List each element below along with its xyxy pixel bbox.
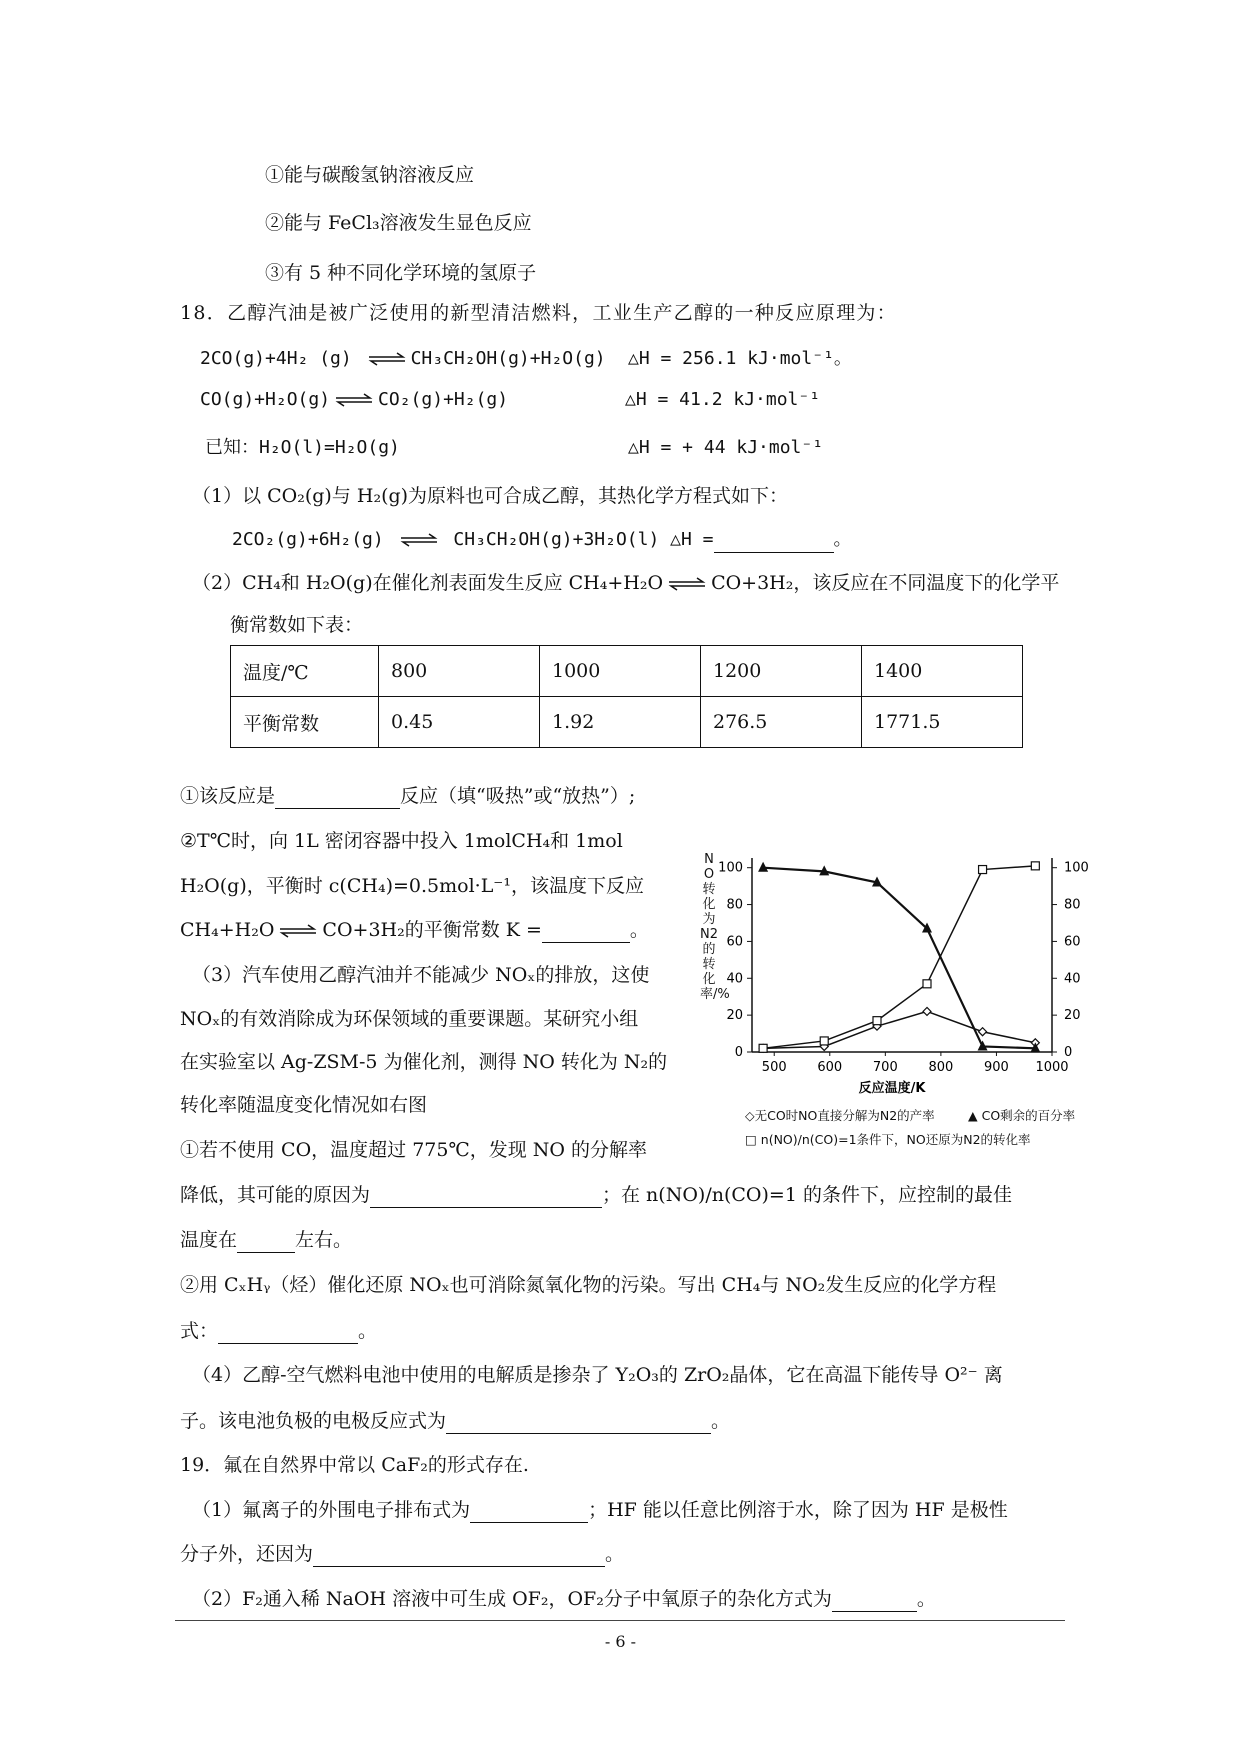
data-point-square — [820, 1037, 828, 1045]
table-cell: 1200 — [701, 646, 862, 697]
q18-4-l2b: 。 — [711, 1410, 731, 1432]
answer-blank[interactable] — [218, 1323, 358, 1344]
y-tick-label-right: 0 — [1064, 1045, 1073, 1060]
answer-blank[interactable] — [370, 1187, 602, 1208]
data-point-diamond — [979, 1028, 987, 1036]
y-tick-label: 60 — [726, 934, 743, 950]
y-tick-label: 80 — [726, 897, 743, 913]
y-tick-label: 0 — [734, 1045, 743, 1060]
table-row — [231, 697, 1023, 748]
q18-2b: CO+3H₂，该反应在不同温度下的化学平 — [711, 572, 1060, 594]
y-tick-label-right: 80 — [1064, 897, 1081, 913]
sub2-l3 — [180, 917, 649, 943]
table-cell: 276.5 — [701, 697, 862, 748]
data-point-square — [923, 980, 931, 988]
q18-3-s1-l3a: 温度在 — [180, 1229, 238, 1251]
x-tick-label: 500 — [761, 1060, 787, 1075]
x-tick-label: 700 — [872, 1060, 898, 1075]
table-cell: 0.45 — [379, 697, 540, 748]
item-1: ①能与碳酸氢钠溶液反应 — [265, 164, 475, 186]
answer-blank[interactable] — [542, 922, 630, 943]
q18-2c: 衡常数如下表： — [230, 614, 364, 636]
q18-1: （1）以 CO₂(g)与 H₂(g)为原料也可合成乙醇，其热化学方程式如下： — [192, 485, 789, 507]
q18-2 — [192, 570, 1059, 596]
q19-1-l2a: 分子外，还因为 — [180, 1543, 314, 1565]
data-point-triangle — [978, 1040, 988, 1050]
eq2-dh: △H = 41.2 kJ·mol⁻¹ — [625, 389, 821, 410]
q18-3-s2-l2b: 。 — [358, 1320, 378, 1342]
eq1-dh: △H = 256.1 kJ·mol⁻¹。 — [628, 348, 852, 369]
q18-intro: 18．乙醇汽油是被广泛使用的新型清洁燃料，工业生产乙醇的一种反应原理为： — [180, 302, 897, 324]
sub2-l3a: CH₄+H₂O — [180, 919, 275, 941]
q19-2a: （2）F₂通入稀 NaOH 溶液中可生成 OF₂，OF₂分子中氧原子的杂化方式为 — [192, 1588, 832, 1610]
answer-blank[interactable] — [832, 1591, 917, 1612]
eq2-left: CO(g)+H₂O(g) — [200, 389, 331, 410]
q19-1-l2b: 。 — [605, 1543, 625, 1565]
eq2 — [200, 387, 508, 413]
q18-3-s2-l1: ②用 CₓHᵧ（烃）催化还原 NOₓ也可消除氮氧化物的污染。写出 CH₄与 NO₂发生反应的化学方程 — [180, 1274, 997, 1296]
q18-4-l2 — [180, 1408, 730, 1434]
y-tick-label: 40 — [726, 971, 743, 987]
chart-y-label: NO转化为N2的转化率/% — [700, 852, 730, 1002]
equilibrium-constant-table — [230, 645, 1023, 748]
sub2-l3b: CO+3H₂的平衡常数 K = — [322, 919, 542, 941]
sub2-l3c: 。 — [629, 919, 649, 941]
answer-blank[interactable] — [237, 1232, 295, 1253]
table-cell: 平衡常数 — [231, 697, 379, 748]
eq1 — [200, 346, 606, 372]
sub1b: 反应（填“吸热”或“放热”）; — [400, 785, 636, 807]
table-cell: 温度/℃ — [231, 646, 379, 697]
q18-3-s1-l2a: 降低，其可能的原因为 — [180, 1184, 371, 1206]
footer-rule — [175, 1620, 1065, 1621]
eq1-left: 2CO(g)+4H₂ (g) — [200, 348, 352, 369]
eq1-right: CH₃CH₂OH(g)+H₂O(g) — [410, 348, 606, 369]
table-cell: 1.92 — [540, 697, 701, 748]
series-line-triangle — [763, 868, 1035, 1049]
sub1a: ①该反应是 — [180, 785, 276, 807]
x-axis-label: 反应温度/K — [858, 1081, 926, 1096]
x-tick-label: 600 — [817, 1060, 843, 1075]
item-2: ②能与 FeCl₃溶液发生显色反应 — [265, 212, 532, 234]
data-point-square — [873, 1017, 881, 1025]
q18-1-end: 。 — [833, 529, 852, 550]
table-cell: 800 — [379, 646, 540, 697]
data-point-triangle — [758, 862, 768, 872]
equilibrium-arrow-icon — [278, 924, 318, 938]
table-cell: 1771.5 — [862, 697, 1023, 748]
y-tick-label: 20 — [726, 1008, 743, 1024]
eq3-dh: △H = + 44 kJ·mol⁻¹ — [628, 437, 824, 458]
equilibrium-arrow-icon — [367, 352, 407, 366]
no-conversion-chart — [700, 830, 1100, 1140]
sub2-l2: H₂O(g)，平衡时 c(CH₄)=0.5mol·L⁻¹，该温度下反应 — [180, 875, 644, 897]
q18-3-l3: 在实验室以 Ag-ZSM-5 为催化剂，测得 NO 转化为 N₂的 — [180, 1051, 668, 1073]
q18-1-eq — [232, 527, 852, 553]
y-tick-label-right: 60 — [1064, 934, 1081, 950]
q18-4-l1: （4）乙醇-空气燃料电池中使用的电解质是掺杂了 Y₂O₃的 ZrO₂晶体，它在高温下能传导 O²⁻ 离 — [192, 1364, 1003, 1386]
q18-1-eq-left: 2CO₂(g)+6H₂(g) — [232, 529, 384, 550]
data-point-diamond — [923, 1007, 931, 1015]
data-point-square — [979, 866, 987, 874]
q18-3-l2: NOₓ的有效消除成为环保领域的重要课题。某研究小组 — [180, 1008, 639, 1030]
q18-4-l2a: 子。该电池负极的电极反应式为 — [180, 1410, 447, 1432]
x-tick-label: 1000 — [1035, 1060, 1069, 1075]
y-tick-label: 100 — [718, 860, 743, 876]
sub1 — [180, 783, 635, 809]
answer-blank[interactable] — [714, 532, 834, 553]
eq2-right: CO₂(g)+H₂(g) — [378, 389, 509, 410]
eq3: 已知：H₂O(l)=H₂O(g) — [205, 437, 400, 458]
table-cell: 1400 — [862, 646, 1023, 697]
equilibrium-arrow-icon — [399, 533, 439, 547]
answer-blank[interactable] — [313, 1546, 605, 1567]
table-cell: 1000 — [540, 646, 701, 697]
q18-3-s1-l2b: ；在 n(NO)/n(CO)=1 的条件下，应控制的最佳 — [602, 1184, 1012, 1206]
q19-1-l1 — [192, 1497, 1008, 1523]
answer-blank[interactable] — [446, 1413, 711, 1434]
page-number: - 6 - — [604, 1632, 637, 1651]
series-line-square — [763, 866, 1035, 1048]
data-point-square — [1031, 862, 1039, 870]
data-point-square — [759, 1044, 767, 1052]
equilibrium-arrow-icon — [667, 577, 707, 591]
q18-3-s1-l1: ①若不使用 CO，温度超过 775℃，发现 NO 的分解率 — [180, 1139, 647, 1161]
answer-blank[interactable] — [275, 788, 400, 809]
q19-2b: 。 — [916, 1588, 936, 1610]
y-tick-label-right: 100 — [1064, 860, 1089, 876]
q18-3-s1-l2 — [180, 1182, 1012, 1208]
q18-3-s2-l2 — [180, 1318, 377, 1344]
sub2-l1: ②T℃时，向 1L 密闭容器中投入 1molCH₄和 1mol — [180, 830, 623, 852]
chart-legend-3: □ n(NO)/n(CO)=1条件下，NO还原为N2的转化率 — [745, 1132, 1031, 1147]
equilibrium-arrow-icon — [334, 393, 374, 407]
answer-blank[interactable] — [470, 1502, 588, 1523]
q19-intro: 19．氟在自然界中常以 CaF₂的形式存在. — [180, 1454, 529, 1476]
q19-1-l2 — [180, 1541, 624, 1567]
y-tick-label-right: 40 — [1064, 971, 1081, 987]
q18-3-l4: 转化率随温度变化情况如右图 — [180, 1094, 428, 1116]
chart-legend-1: ◇无CO时NO直接分解为N2的产率 — [745, 1108, 935, 1123]
q18-2a: （2）CH₄和 H₂O(g)在催化剂表面发生反应 CH₄+H₂O — [192, 572, 664, 594]
y-tick-label-right: 20 — [1064, 1008, 1081, 1024]
q18-1-eq-right: CH₃CH₂OH(g)+3H₂O(l) △H = — [453, 529, 714, 550]
q19-1-l1a: （1）氟离子的外围电子排布式为 — [192, 1499, 471, 1521]
chart-legend-2: ▲ CO剩余的百分率 — [968, 1108, 1076, 1123]
x-tick-label: 900 — [984, 1060, 1009, 1075]
q18-3-s1-l3b: 左右。 — [295, 1229, 353, 1251]
q19-2 — [192, 1586, 936, 1612]
q18-3-s2-l2a: 式： — [180, 1320, 219, 1342]
q18-3-s1-l3 — [180, 1227, 352, 1253]
x-tick-label: 800 — [928, 1060, 954, 1075]
table-row — [231, 646, 1023, 697]
q18-3-l1: （3）汽车使用乙醇汽油并不能减少 NOₓ的排放，这使 — [192, 964, 650, 986]
q19-1-l1b: ；HF 能以任意比例溶于水，除了因为 HF 是极性 — [588, 1499, 1008, 1521]
item-3: ③有 5 种不同化学环境的氢原子 — [265, 262, 537, 284]
